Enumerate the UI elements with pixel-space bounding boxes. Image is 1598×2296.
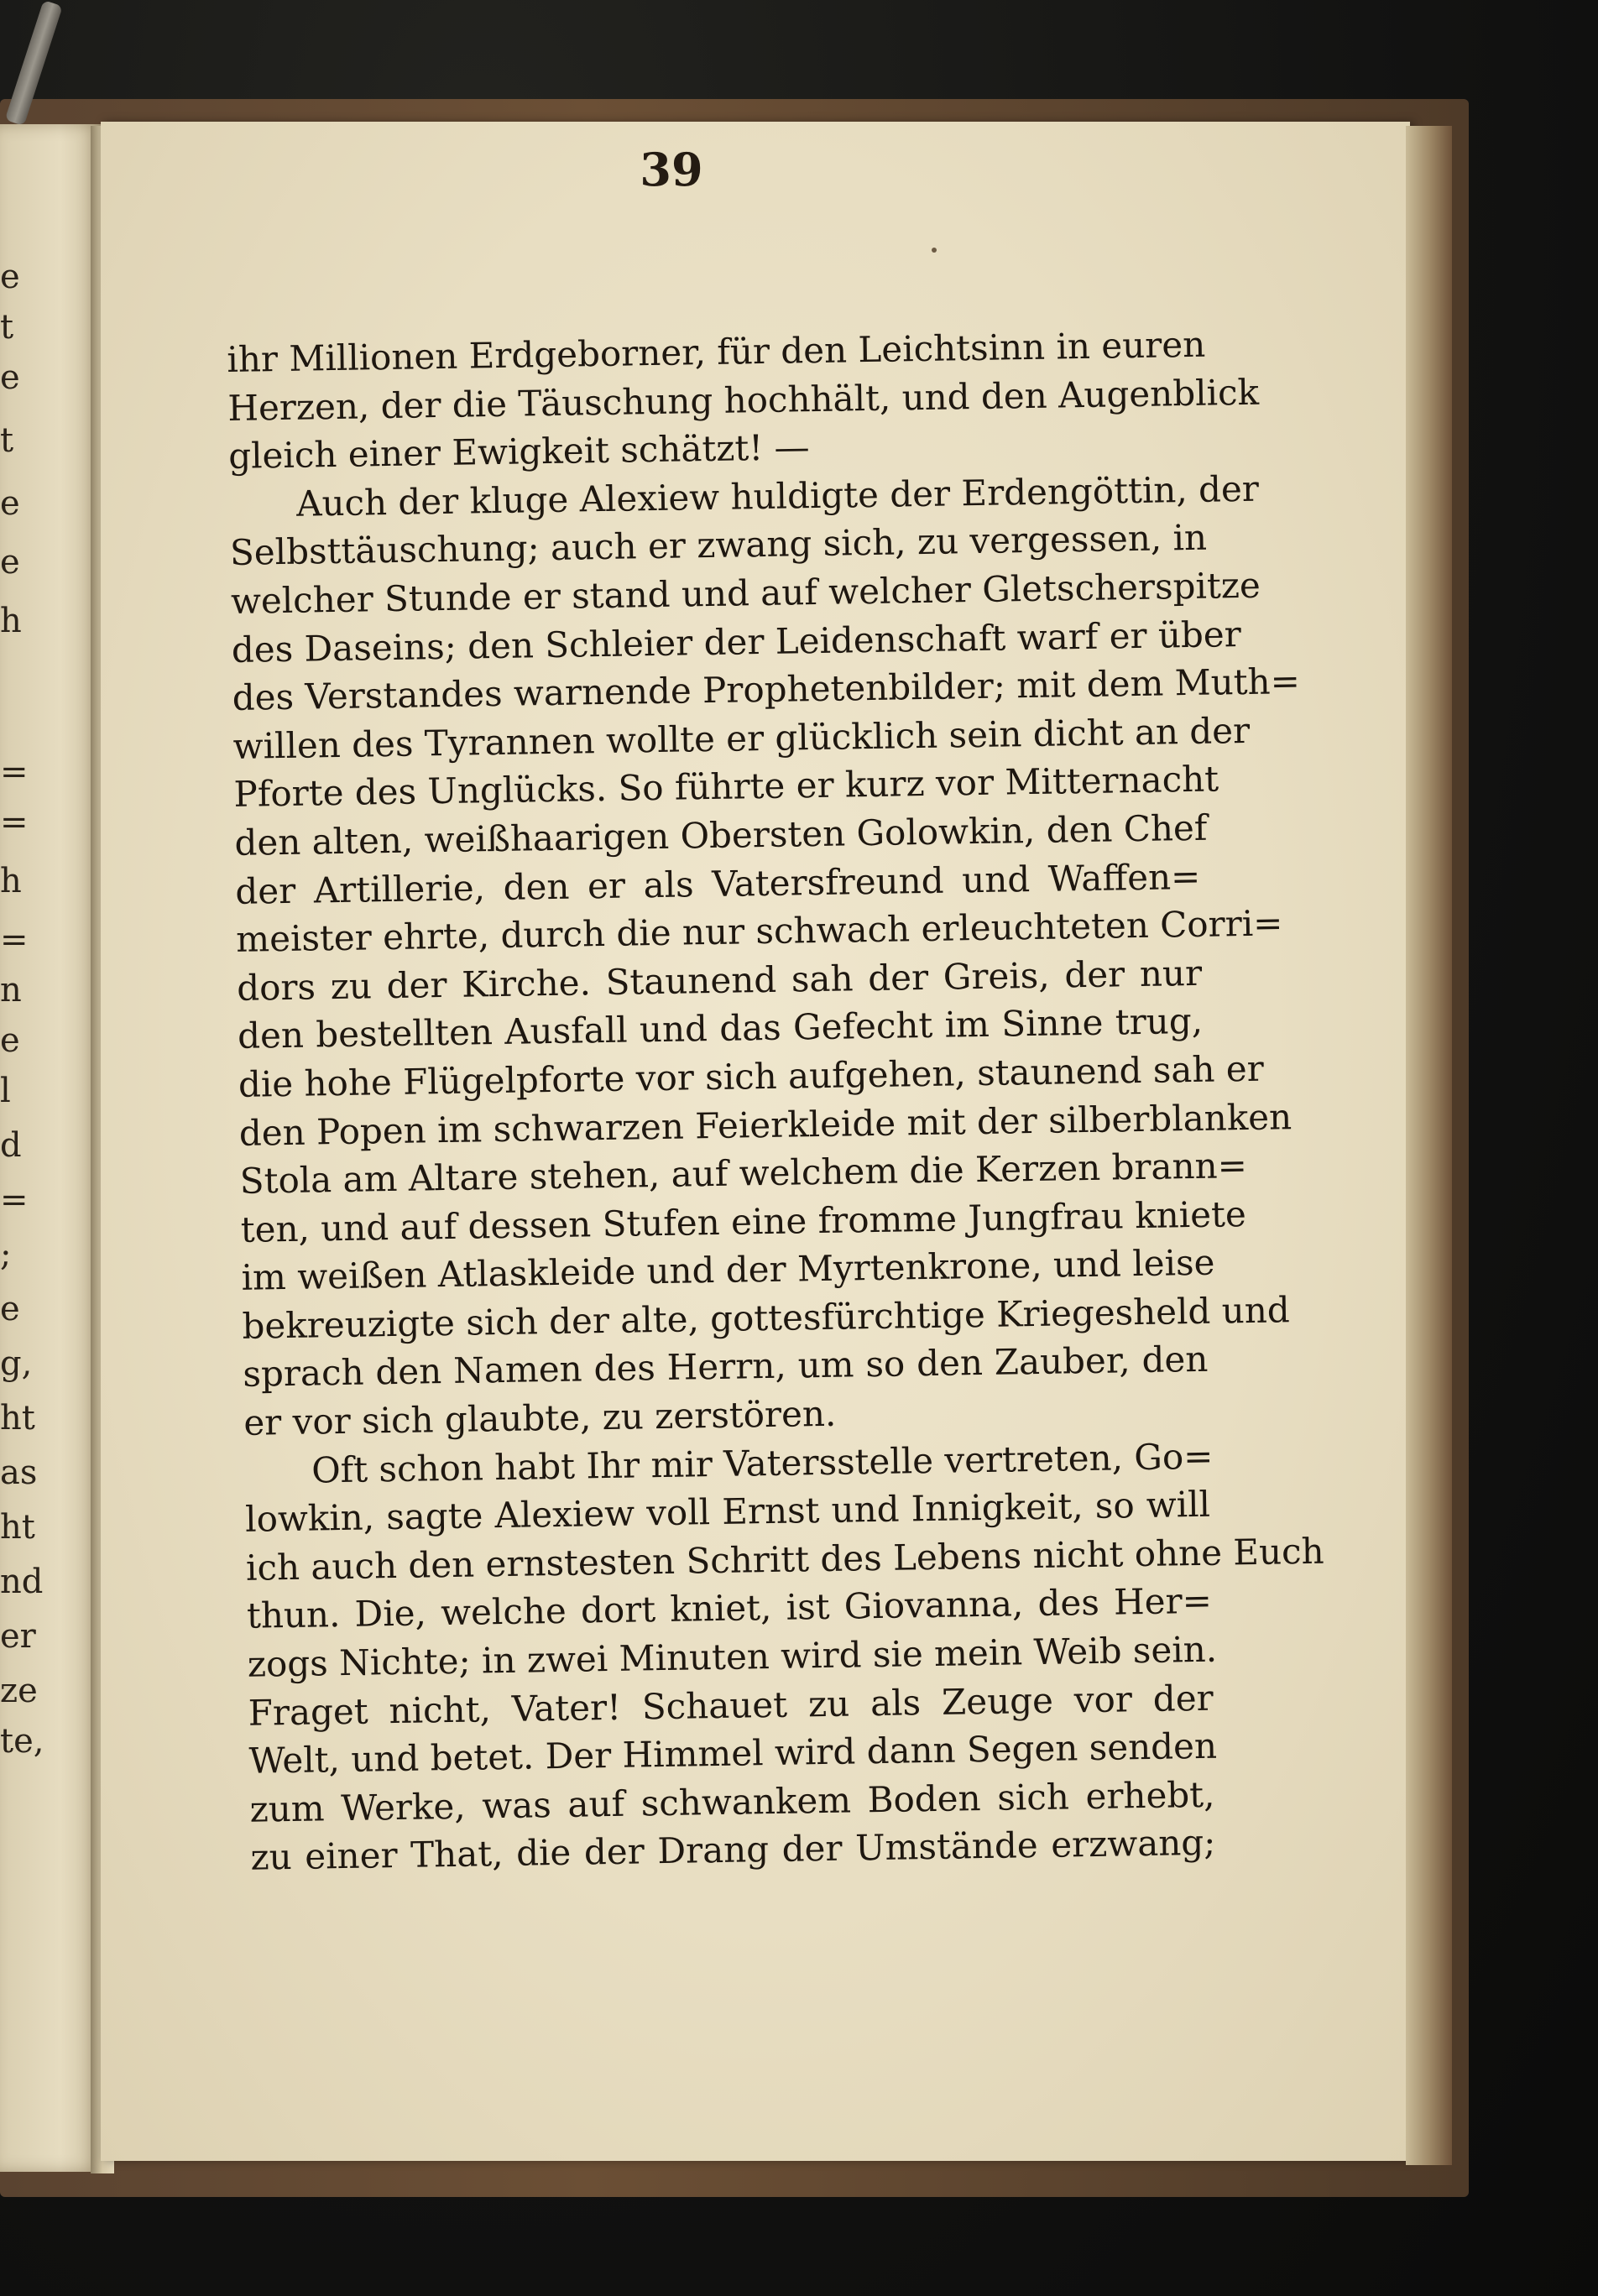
left-page-glyph: e bbox=[0, 543, 20, 582]
text-line: zu einer That, die der Drang der Umstände erzwang; bbox=[250, 1822, 1216, 1879]
text-line: des Daseins; den Schleier der Leidenschaft warf er über bbox=[231, 613, 1242, 671]
text-line: im weißen Atlaskleide und der Myrtenkrone, und leise bbox=[241, 1241, 1215, 1299]
text-line: gleich einer Ewigkeit schätzt! — bbox=[227, 426, 810, 477]
text-line: er vor sich glaubte, zu zerstören. bbox=[243, 1392, 837, 1443]
left-page-glyph: h bbox=[0, 862, 22, 900]
text-line: welcher Stunde er stand und auf welcher Gletscherspitze bbox=[230, 564, 1261, 622]
left-page-glyph: e bbox=[0, 1290, 20, 1328]
text-line: Fraget nicht, Vater! Schauet zu als Zeuge vor der bbox=[248, 1677, 1214, 1734]
text-line: den Popen im schwarzen Feierkleide mit der silberblanken bbox=[238, 1095, 1292, 1154]
left-page-glyph: n bbox=[0, 971, 22, 1010]
left-page-glyph: ht bbox=[0, 1508, 35, 1547]
text-line: Auch der kluge Alexiew huldigte der Erdengöttin, der bbox=[295, 467, 1260, 524]
left-page-glyph: l bbox=[0, 1072, 11, 1110]
left-page-glyph: = bbox=[0, 753, 29, 791]
text-line: dors zu der Kirche. Staunend sah der Greis, der nur bbox=[236, 952, 1203, 1009]
left-page-glyph: e bbox=[0, 484, 20, 523]
text-line: Selbsttäuschung; auch er zwang sich, zu vergessen, in bbox=[229, 517, 1208, 574]
left-page-glyph: e bbox=[0, 358, 20, 397]
ink-spot bbox=[932, 248, 937, 253]
text-line: ihr Millionen Erdgeborner, für den Leichtsinn in euren bbox=[227, 323, 1206, 380]
page-number: 39 bbox=[640, 143, 703, 196]
left-page-glyph: e bbox=[0, 258, 20, 296]
text-line: sprach den Namen des Herrn, um so den Zauber, den bbox=[243, 1338, 1209, 1396]
text-line: den bestellten Ausfall und das Gefecht im Sinne trug, bbox=[237, 1000, 1204, 1057]
left-page-glyph: nd bbox=[0, 1563, 44, 1601]
text-line: der Artillerie, den er als Vatersfreund und Waffen= bbox=[235, 855, 1201, 912]
left-page-glyph: ; bbox=[0, 1235, 12, 1274]
text-line: des Verstandes warnende Prophetenbilder; mit dem Muth= bbox=[232, 660, 1301, 719]
left-page-glyph: = bbox=[0, 803, 29, 842]
left-page bbox=[0, 124, 101, 2172]
text-line: bekreuzigte sich der alte, gottesfürchtige Kriegesheld und bbox=[242, 1289, 1291, 1347]
text-line: zum Werke, was auf schwankem Boden sich erhebt, bbox=[249, 1773, 1215, 1830]
text-line: ten, und auf dessen Stufen eine fromme Jungfrau kniete bbox=[240, 1192, 1247, 1250]
text-line: Oft schon habt Ihr mir Vatersstelle vertreten, Go= bbox=[311, 1435, 1214, 1491]
left-page-glyph: h bbox=[0, 602, 22, 640]
page-stack-edge bbox=[1406, 126, 1452, 2165]
text-line: die hohe Flügelpforte vor sich aufgehen, staunend sah er bbox=[238, 1047, 1265, 1105]
text-line: Pforte des Unglücks. So führte er kurz vor Mitternacht bbox=[233, 758, 1219, 816]
text-line: zogs Nichte; in zwei Minuten wird sie mein Weib sein. bbox=[247, 1628, 1218, 1685]
left-page-glyph: ht bbox=[0, 1399, 35, 1438]
text-line: thun. Die, welche dort kniet, ist Giovanna, des Her= bbox=[246, 1580, 1213, 1637]
text-line: den alten, weißhaarigen Obersten Golowkin, den Chef bbox=[234, 806, 1208, 864]
text-line: willen des Tyrannen wollte er glücklich sein dicht an der bbox=[232, 709, 1251, 767]
left-page-glyph: g, bbox=[0, 1344, 33, 1383]
left-page-glyph: ze bbox=[0, 1672, 38, 1710]
left-page-glyph: e bbox=[0, 1021, 20, 1060]
left-page-glyph: t bbox=[0, 421, 14, 460]
left-page-glyph: as bbox=[0, 1453, 38, 1492]
left-page-glyph: er bbox=[0, 1617, 36, 1656]
left-page-glyph: te, bbox=[0, 1722, 44, 1761]
text-line: lowkin, sagte Alexiew voll Ernst und Innigkeit, so will bbox=[244, 1484, 1211, 1541]
left-page-glyph: = bbox=[0, 921, 29, 959]
text-line: ich auch den ernstesten Schritt des Lebens nicht ohne Euch bbox=[245, 1530, 1324, 1589]
text-line: Herzen, der die Täuschung hochhält, und den Augenblick bbox=[227, 371, 1260, 429]
left-page-glyph: t bbox=[0, 308, 14, 347]
left-page-glyph: = bbox=[0, 1181, 29, 1219]
text-line: Stola am Altare stehen, auf welchem die Kerzen brann= bbox=[239, 1145, 1248, 1202]
text-line: meister ehrte, durch die nur schwach erleuchteten Corri= bbox=[235, 902, 1283, 961]
text-line: Welt, und betet. Der Himmel wird dann Segen senden bbox=[248, 1725, 1218, 1782]
body-text bbox=[227, 321, 1324, 1882]
left-page-glyph: d bbox=[0, 1126, 22, 1165]
